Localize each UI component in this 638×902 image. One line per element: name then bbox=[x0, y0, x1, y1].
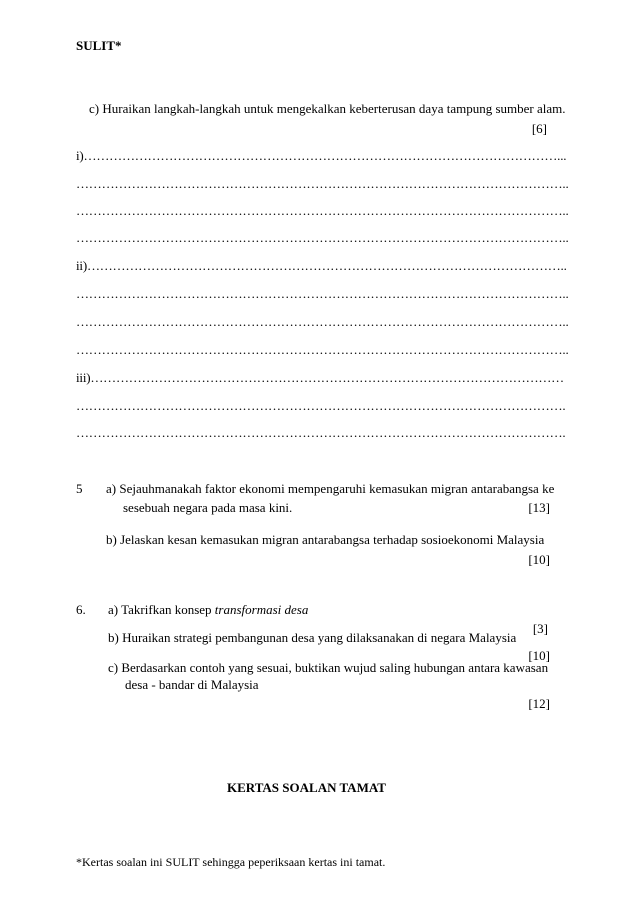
answer-line: ……………………………………………………………………………………………………. bbox=[76, 425, 566, 440]
answer-line-iii: iii)………………………………………………………………………………………………… bbox=[76, 370, 564, 385]
question-5b-mark: [10] bbox=[528, 552, 550, 567]
answer-line: …………………………………………………………………………………………………….. bbox=[76, 314, 569, 329]
question-5a-text-line2: sesebuah negara pada masa kini. bbox=[123, 500, 293, 515]
answer-line: …………………………………………………………………………………………………….. bbox=[76, 230, 569, 245]
answer-line: …………………………………………………………………………………………………….. bbox=[76, 286, 569, 301]
end-of-paper-title: KERTAS SOALAN TAMAT bbox=[227, 780, 386, 795]
answer-line-ii: ii)………………………………………………………………………………………………….. bbox=[76, 258, 567, 273]
question-6c-text-line2: desa - bandar di Malaysia bbox=[125, 677, 259, 692]
question-4c-mark: [6] bbox=[531, 121, 547, 136]
footer-note: *Kertas soalan ini SULIT sehingga peperiksaan kertas ini tamat. bbox=[76, 855, 386, 869]
question-6-number: 6. bbox=[76, 602, 86, 617]
sulit-header: SULIT* bbox=[76, 38, 122, 53]
question-6a-term: transformasi desa bbox=[214, 602, 309, 617]
question-4c-text: c) Huraikan langkah-langkah untuk mengekalkan keberterusan daya tampung sumber alam. bbox=[89, 101, 566, 116]
question-5-number: 5 bbox=[76, 481, 83, 496]
question-6a-text bbox=[108, 602, 308, 618]
answer-line: …………………………………………………………………………………………………….. bbox=[76, 342, 569, 357]
question-6a-prefix: a) Takrifkan konsep bbox=[108, 602, 215, 617]
question-6c-text-line1: c) Berdasarkan contoh yang sesuai, buktikan wujud saling hubungan antara kawasan bbox=[108, 660, 549, 675]
answer-line: …………………………………………………………………………………………………….. bbox=[76, 176, 569, 191]
answer-line: …………………………………………………………………………………………………….. bbox=[76, 203, 569, 218]
question-6a-mark: [3] bbox=[532, 621, 548, 636]
question-5a-text-line1: a) Sejauhmanakah faktor ekonomi mempengaruhi kemasukan migran antarabangsa ke bbox=[106, 481, 555, 496]
question-6b-text: b) Huraikan strategi pembangunan desa yang dilaksanakan di negara Malaysia bbox=[108, 630, 517, 645]
question-5b-text: b) Jelaskan kesan kemasukan migran antarabangsa terhadap sosioekonomi Malaysia bbox=[106, 532, 545, 547]
answer-line-i: i)…………………………………………………………………………………………………... bbox=[76, 148, 567, 163]
question-5a-mark: [13] bbox=[528, 500, 550, 515]
answer-line: ……………………………………………………………………………………………………. bbox=[76, 398, 566, 413]
question-6c-mark: [12] bbox=[528, 696, 550, 711]
question-6b-mark: [10] bbox=[528, 648, 550, 663]
